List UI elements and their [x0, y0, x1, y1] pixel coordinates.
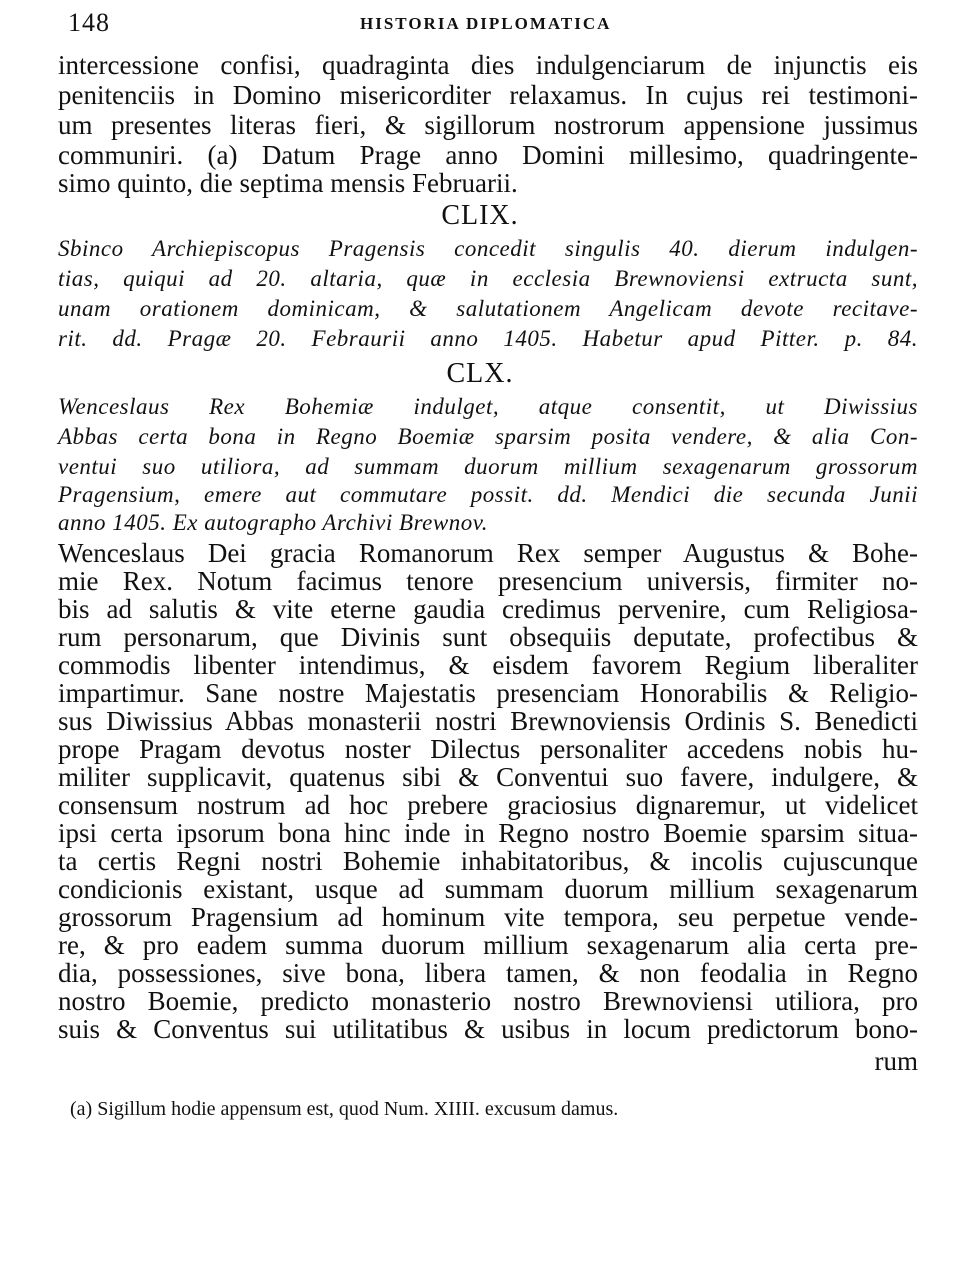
charter-text-line: militer supplicavit, quatenus sibi & Conventui suo favere, indulgere, &: [58, 762, 918, 792]
charter-text-line: bis ad salutis & vite eterne gaudia credimus pervenire, cum Religiosa-: [58, 594, 918, 624]
charter-summary-line: Abbas certa bona in Regno Boemiæ sparsim posita vendere, & alia Con-: [58, 424, 918, 449]
charter-summary-line: Wenceslaus Rex Bohemiæ indulget, atque consentit, ut Diwissius: [58, 394, 918, 419]
charter-text-line: consensum nostrum ad hoc prebere graciosius dignaremur, ut videlicet: [58, 790, 918, 820]
charter-text-line: mie Rex. Notum facimus tenore presencium universis, firmiter no-: [58, 566, 918, 596]
charter-text-line: sus Diwissius Abbas monasterii nostri Brewnoviensis Ordinis S. Benedicti: [58, 706, 918, 736]
running-head: HISTORIA DIPLOMATICA: [360, 14, 612, 33]
charter-text-line: suis & Conventus sui utilitatibus & usibus in locum predictorum bono-: [58, 1014, 918, 1044]
charter-text-line: Wenceslaus Dei gracia Romanorum Rex semper Augustus & Bohe-: [58, 538, 918, 568]
charter-summary-line: Sbinco Archiepiscopus Pragensis concedit singulis 40. dierum indulgen-: [58, 236, 918, 261]
charter-summary-line: unam orationem dominicam, & salutationem Angelicam devote recitave-: [58, 296, 918, 321]
charter-text-line: prope Pragam devotus noster Dilectus personaliter accedens nobis hu-: [58, 734, 918, 764]
charter-text-line: nostro Boemie, predicto monasterio nostro Brewnoviensi utiliora, pro: [58, 986, 918, 1016]
text-line: intercessione confisi, quadraginta dies indulgenciarum de injunctis eis: [58, 50, 918, 80]
charter-text-line: ta certis Regni nostri Bohemie inhabitatoribus, & incolis cujuscunque: [58, 846, 918, 876]
charter-summary-line: Pragensium, emere aut commutare possit. dd. Mendici die secunda Junii: [58, 482, 918, 507]
text-line: um presentes literas fieri, & sigillorum nostrorum appensione jussimus: [58, 110, 918, 140]
catchword: rum: [874, 1046, 918, 1076]
text-line: simo quinto, die septima mensis Februarii.: [58, 168, 518, 198]
charter-heading-clx: CLX.: [446, 358, 514, 389]
text-line: penitenciis in Domino misericorditer relaxamus. In cujus rei testimoni-: [58, 80, 918, 110]
charter-text-line: re, & pro eadem summa duorum millium sexagenarum alia certa pre-: [58, 930, 918, 960]
charter-summary-line: ventui suo utiliora, ad summam duorum millium sexagenarum grossorum: [58, 454, 918, 479]
charter-heading-clix: CLIX.: [441, 200, 519, 231]
page-number: 148: [68, 8, 110, 37]
charter-text-line: dia, possessiones, sive bona, libera tamen, & non feodalia in Regno: [58, 958, 918, 988]
charter-summary-line: rit. dd. Pragæ 20. Febraurii anno 1405. Habetur apud Pitter. p. 84.: [58, 326, 918, 351]
charter-text-line: grossorum Pragensium ad hominum vite tempora, seu perpetue vende-: [58, 902, 918, 932]
charter-summary-line: anno 1405. Ex autographo Archivi Brewnov.: [58, 510, 488, 535]
charter-text-line: rum personarum, que Divinis sunt obsequiis deputate, profectibus &: [58, 622, 918, 652]
text-line: communiri. (a) Datum Prage anno Domini millesimo, quadringente-: [58, 140, 918, 170]
footnote: (a) Sigillum hodie appensum est, quod Num. XIIII. excusum damus.: [70, 1098, 619, 1120]
charter-text-line: impartimur. Sane nostre Majestatis presenciam Honorabilis & Religio-: [58, 678, 918, 708]
charter-summary-line: tias, quiqui ad 20. altaria, quæ in ecclesia Brewnoviensi extructa sunt,: [58, 266, 918, 291]
charter-text-line: commodis libenter intendimus, & eisdem favorem Regium liberaliter: [58, 650, 918, 680]
charter-text-line: ipsi certa ipsorum bona hinc inde in Regno nostro Boemie sparsim situa-: [58, 818, 918, 848]
charter-text-line: condicionis existant, usque ad summam duorum millium sexagenarum: [58, 874, 918, 904]
